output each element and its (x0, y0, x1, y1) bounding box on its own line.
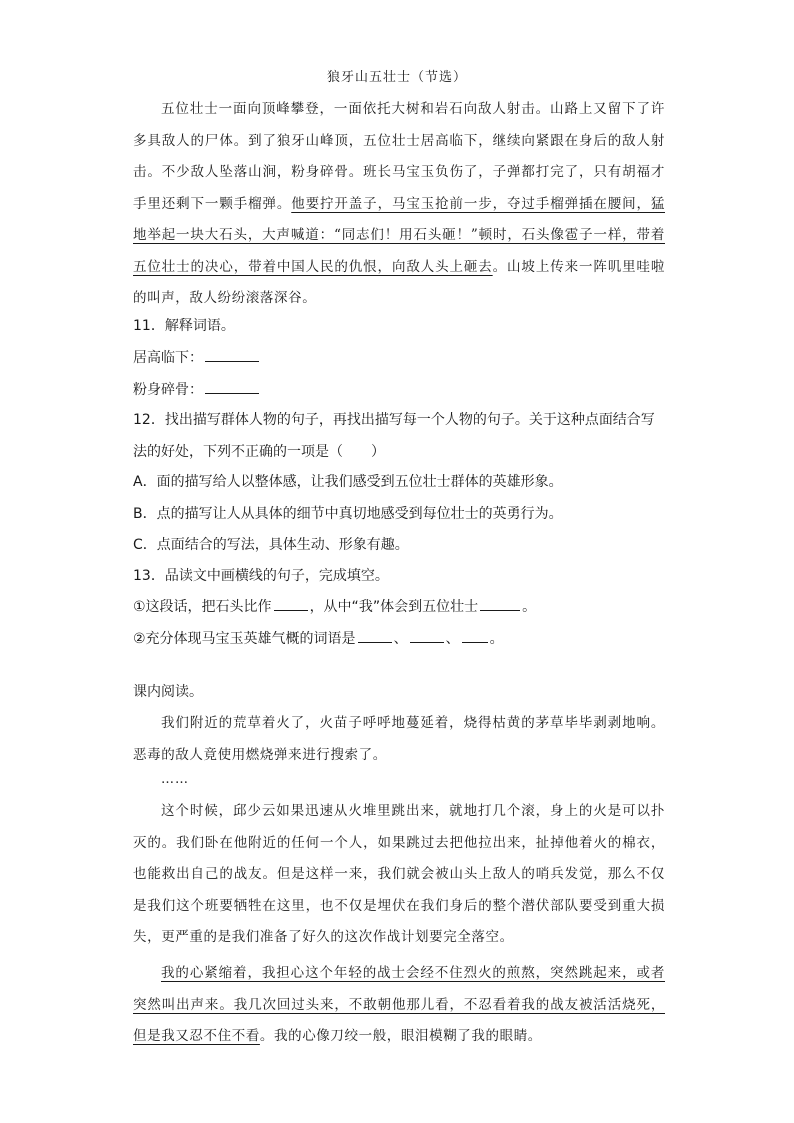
separator: 、 (445, 631, 460, 647)
question-11-stem: 11．解释词语。 (133, 318, 235, 334)
passage2-paragraph-2: 这个时候，邱少云如果迅速从火堆里跳出来，就地打几个滚，身上的火是可以扑灭的。我们卧在他附近的任何一个人，如果跳过去把他拉出来，扯掉他着火的棉衣，也能救出自己的战友。但是这样一来，我们就会被山头上敌人的哨兵发觉，那么不仅是我们这个班要牺牲在这里，也不仅是埋伏在我们身后的整个潜伏部队要受到重大损失，更严重的是我们准备了好久的这次作战计划要完全落空。 (133, 803, 665, 945)
section-heading: 课内阅读。 (133, 684, 203, 700)
fill-text: 。 (522, 599, 537, 615)
question-12-option-b[interactable]: B．点的描写让人从具体的细节中真切地感受到每位壮士的英勇行为。 (133, 506, 563, 522)
term-label: 粉身碎骨： (133, 382, 203, 398)
question-12-option-c[interactable]: C．点面结合的写法，具体生动、形象有趣。 (133, 537, 409, 553)
passage2-text-end: 。我的心像刀绞一般，眼泪模糊了我的眼睛。 (259, 1028, 542, 1044)
passage1-text: 五位壮士一面向顶峰攀登，一面依托大树和岩石向敌人射击。山路上又留下了许多具敌人的尸体。到了狼牙山峰顶，五位壮士居高临下，继续向紧跟在身后的敌人射击。不少敌人坠落山涧，粉身碎骨。班长马宝玉负伤了，子弹都打完了，只有胡福才手里还剩下一颗手榴弹。 (133, 101, 665, 212)
passage2-paragraph-1: 我们附近的荒草着火了，火苗子呼呼地蔓延着，烧得枯黄的茅草毕毕剥剥地响。恶毒的敌人竟使用燃烧弹来进行搜索了。 (133, 715, 665, 763)
question-13-stem: 13．品读文中画横线的句子，完成填空。 (133, 568, 389, 584)
underlined-sentence: 他要拧开盖子，马宝玉抢前一步，夺过手榴弹插在腰间，猛地举起一块大石头，大声喊道：“同志们！用石头砸！”顿时，石头像雹子一样，带着五位壮士的决心，带着中国人民的仇恨，向敌人头上砸去 (133, 195, 665, 275)
answer-blank[interactable] (480, 596, 520, 611)
ellipsis: …… (161, 772, 189, 787)
passage1-text-end: 。山坡上传来一阵叽里哇啦的叫声，敌人纷纷滚落深谷。 (133, 258, 666, 306)
passage-title: 狼牙山五壮士（节选） (326, 70, 467, 85)
separator: 、 (393, 631, 408, 647)
fill-text: ①这段话，把石头比作 (133, 599, 272, 615)
answer-blank[interactable] (274, 596, 308, 611)
question-13-item-1 (133, 592, 673, 624)
answer-blank[interactable] (205, 347, 259, 362)
answer-blank[interactable] (462, 628, 488, 643)
question-11-item-1 (133, 343, 673, 375)
answer-blank[interactable] (205, 379, 259, 394)
fill-text: 。 (489, 631, 504, 647)
term-label: 居高临下： (133, 350, 203, 366)
question-11-item-2 (133, 375, 673, 407)
passage2-paragraph-3 (133, 958, 665, 1053)
question-12-stem: 12．找出描写群体人物的句子，再找出描写每一个人物的句子。关于这种点面结合写法的好处，下列不正确的一项是（ ） (133, 412, 655, 460)
fill-text: ，从中“我”体会到五位壮士 (309, 599, 479, 615)
underlined-sentence: 我的心紧缩着，我担心这个年轻的战士会经不住烈火的煎熬，突然跳起来，或者突然叫出声来。我几次回过头来，不敢朝他那儿看，不忍看着我的战友被活活烧死，但是我又忍不住不看 (133, 965, 665, 1044)
fill-text: ②充分体现马宝玉英雄气概的词语是 (133, 631, 356, 647)
question-12-option-a[interactable]: A．面的描写给人以整体感，让我们感受到五位壮士群体的英雄形象。 (133, 474, 563, 490)
answer-blank[interactable] (358, 628, 392, 643)
answer-blank[interactable] (410, 628, 444, 643)
passage1-paragraph (133, 94, 665, 315)
question-13-item-2 (133, 624, 673, 656)
